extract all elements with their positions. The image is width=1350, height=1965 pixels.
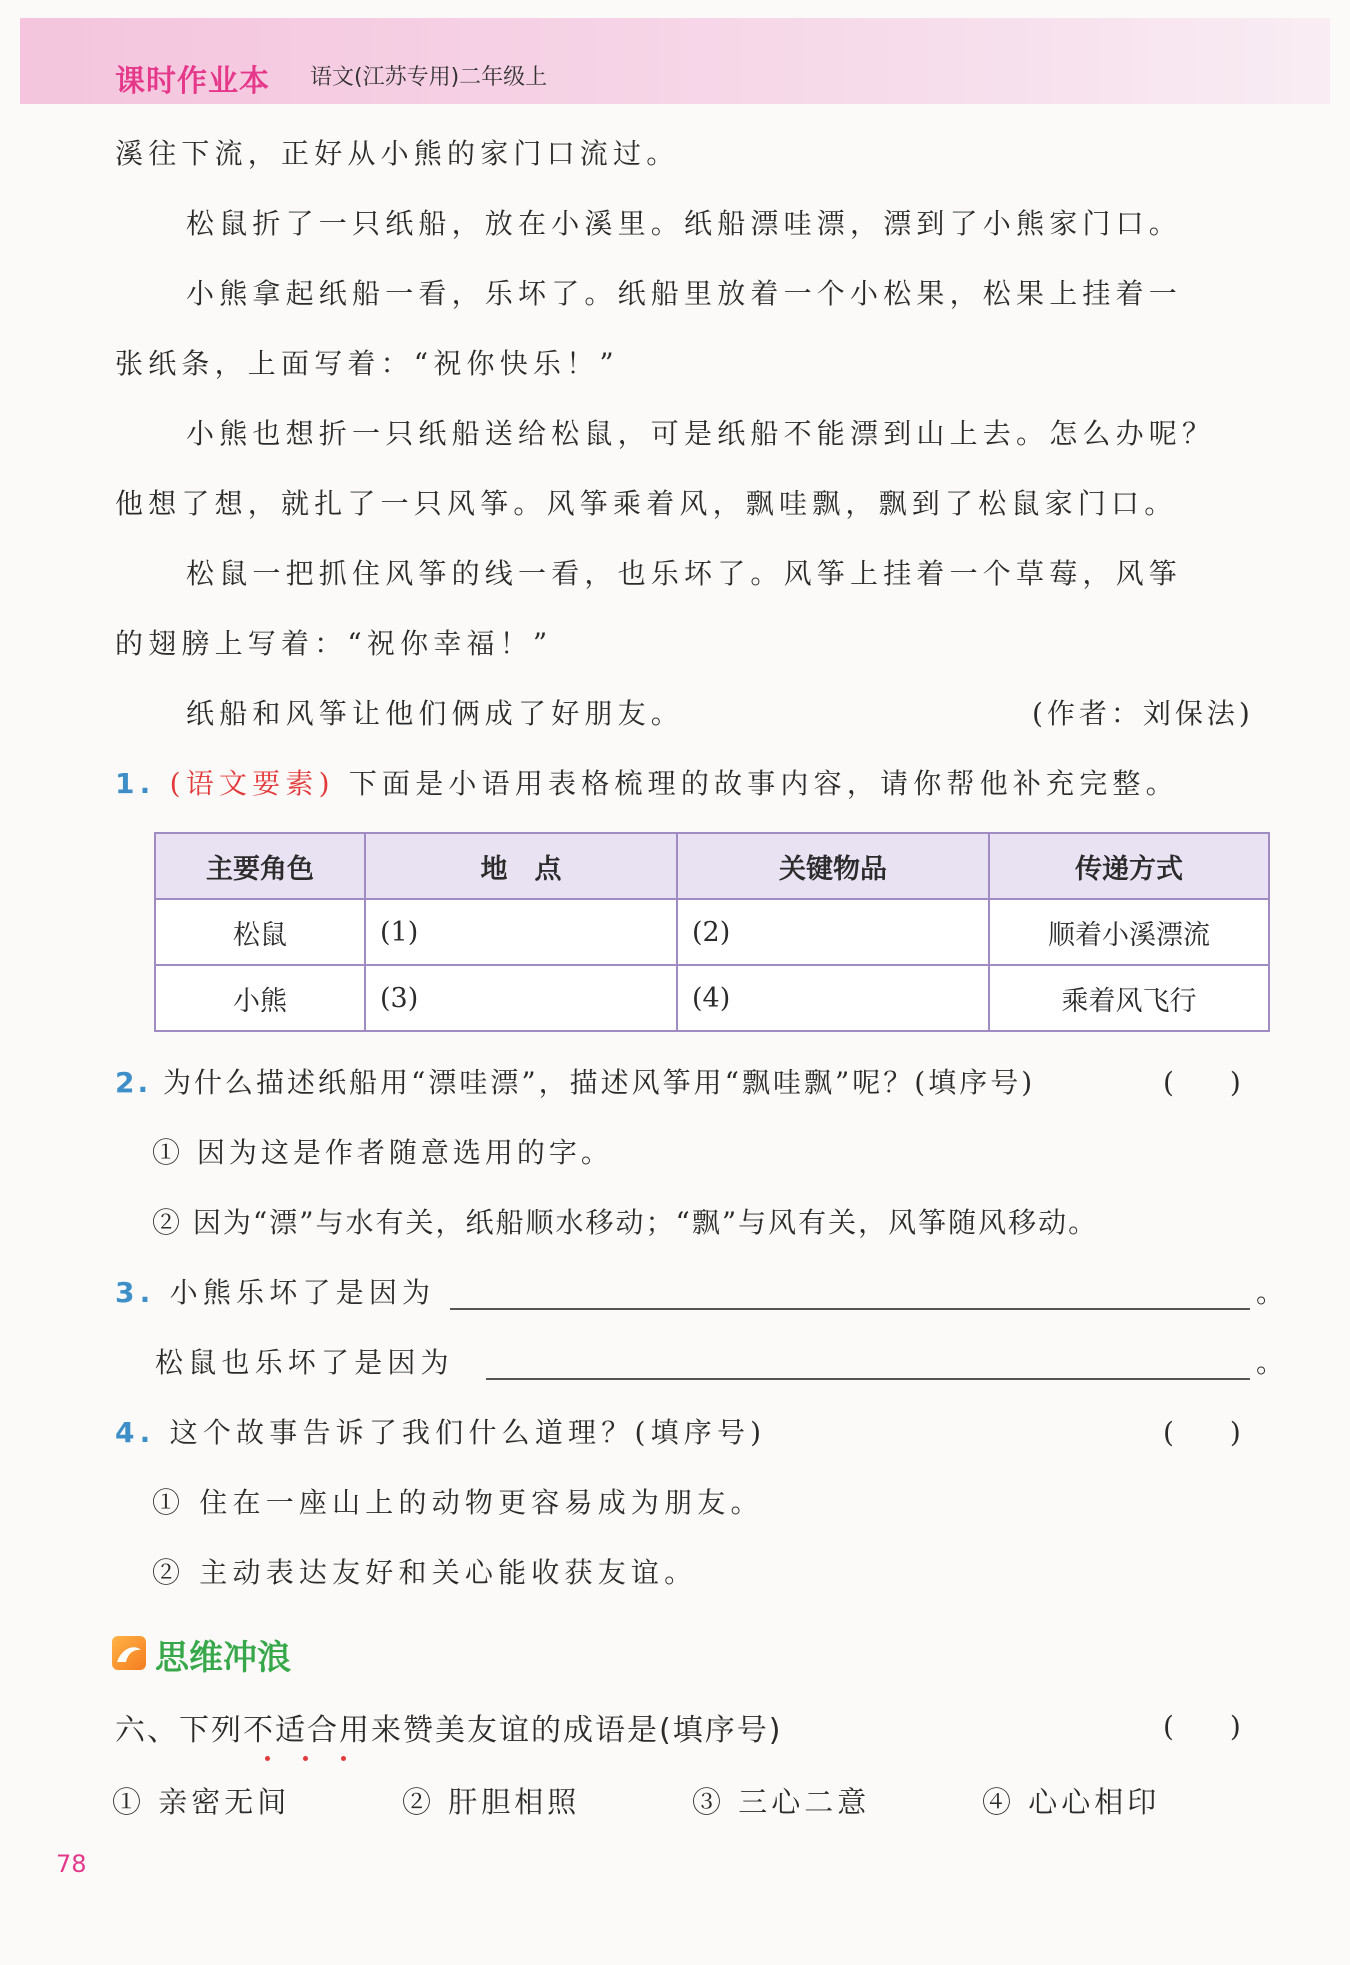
- answer-parentheses[interactable]: ( ): [1163, 1710, 1241, 1743]
- story-line: 松鼠折了一只纸船，放在小溪里。纸船漂哇漂，漂到了小熊家门口。: [186, 207, 1183, 240]
- answer-cell[interactable]: (4): [677, 965, 989, 1031]
- story-line: 小熊拿起纸船一看，乐坏了。纸船里放着一个小松果，松果上挂着一: [186, 277, 1183, 310]
- answer-cell[interactable]: (3): [365, 965, 677, 1031]
- answer-parentheses[interactable]: ( ): [1163, 1416, 1241, 1449]
- question-3-line2: 松鼠也乐坏了是因为: [155, 1346, 454, 1379]
- question-6: 六、下列不适合用来赞美友谊的成语是(填序号): [115, 1713, 783, 1748]
- option: ① 因为这是作者随意选用的字。: [152, 1136, 613, 1169]
- question-number: 1.: [115, 767, 156, 800]
- table-cell: 顺着小溪漂流: [989, 899, 1269, 965]
- question-tag: (语文要素): [169, 767, 335, 800]
- table-cell: 乘着风飞行: [989, 965, 1269, 1031]
- table-header: 传递方式: [989, 833, 1269, 899]
- story-line: 纸船和风筝让他们俩成了好朋友。: [186, 697, 685, 730]
- table-header: 关键物品: [677, 833, 989, 899]
- option: ③ 三心二意: [692, 1785, 871, 1819]
- story-line: 的翅膀上写着：“祝你幸福！”: [115, 627, 553, 660]
- table-cell: 松鼠: [155, 899, 365, 965]
- option: ② 肝胆相照: [402, 1785, 581, 1819]
- surf-icon: [112, 1636, 146, 1670]
- story-line: 溪往下流，正好从小熊的家门口流过。: [115, 137, 680, 170]
- subject-subtitle: 语文(江苏专用)二年级上: [310, 65, 548, 90]
- table-header: 主要角色: [155, 833, 365, 899]
- question-4: [115, 1411, 766, 1451]
- question-text: 小熊乐坏了是因为: [169, 1276, 436, 1309]
- option: ④ 心心相印: [982, 1785, 1161, 1819]
- period: 。: [1256, 1346, 1290, 1379]
- story-author: (作者：刘保法): [1032, 697, 1254, 730]
- question-text: 下面是小语用表格梳理的故事内容，请你帮他补充完整。: [348, 767, 1179, 800]
- page-number: 78: [56, 1850, 87, 1878]
- option: ② 因为“漂”与水有关，纸船顺水移动；“飘”与风有关，风筝随风移动。: [152, 1206, 1099, 1239]
- table-header-row: [155, 833, 1269, 899]
- question-1: [115, 762, 1179, 802]
- option: ② 主动表达友好和关心能收获友谊。: [152, 1556, 698, 1589]
- period: 。: [1256, 1276, 1290, 1309]
- question-number: 2.: [115, 1066, 152, 1099]
- brand-title: 课时作业本: [115, 64, 270, 99]
- question-3-line1: [115, 1271, 435, 1311]
- question-text: 为什么描述纸船用“漂哇漂”，描述风筝用“飘哇飘”呢？(填序号): [163, 1066, 1036, 1099]
- question-text: 这个故事告诉了我们什么道理？(填序号): [169, 1416, 767, 1449]
- answer-parentheses[interactable]: ( ): [1163, 1066, 1241, 1099]
- section-title: 思维冲浪: [155, 1638, 291, 1678]
- answer-cell[interactable]: (2): [677, 899, 989, 965]
- table-row: [155, 899, 1269, 965]
- question-number: 4.: [115, 1416, 156, 1449]
- answer-cell[interactable]: (1): [365, 899, 677, 965]
- story-line: 小熊也想折一只纸船送给松鼠，可是纸船不能漂到山上去。怎么办呢？: [186, 417, 1216, 450]
- story-line: 张纸条，上面写着：“祝你快乐！”: [115, 347, 619, 380]
- option: ① 亲密无间: [112, 1785, 291, 1819]
- story-line: 他想了想，就扎了一只风筝。风筝乘着风，飘哇飘，飘到了松鼠家门口。: [115, 487, 1178, 520]
- story-line: 松鼠一把抓住风筝的线一看，也乐坏了。风筝上挂着一个草莓，风筝: [186, 557, 1183, 590]
- table-header: 地 点: [365, 833, 677, 899]
- option: ① 住在一座山上的动物更容易成为朋友。: [152, 1486, 764, 1519]
- table-row: [155, 965, 1269, 1031]
- story-summary-table: [154, 832, 1270, 1032]
- answer-blank[interactable]: [486, 1378, 1250, 1380]
- emphasis-dots: [265, 1746, 379, 1765]
- answer-blank[interactable]: [450, 1308, 1250, 1310]
- question-number: 3.: [115, 1276, 156, 1309]
- question-2: [115, 1061, 1035, 1101]
- table-cell: 小熊: [155, 965, 365, 1031]
